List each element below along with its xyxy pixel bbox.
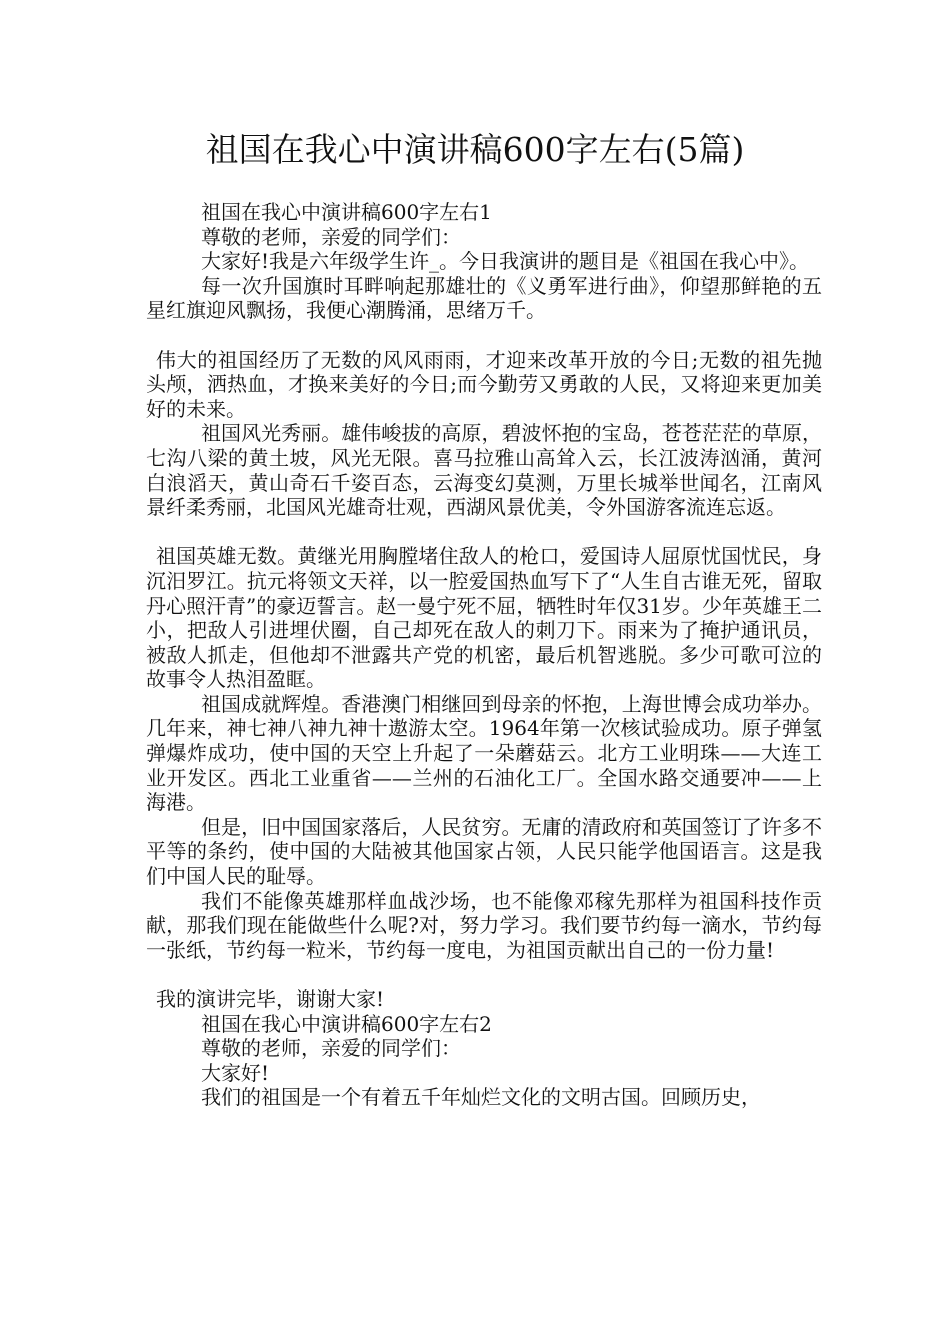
greeting: 大家好! xyxy=(201,1060,270,1085)
paragraph: 祖国英雄无数。黄继光用胸膛堵住敌人的枪口，爱国诗人屈原忧国忧民，身沉汨罗江。抗元将领文天祥，以一腔爱国热血写下了“人生自古谁无死，留取丹心照汗青”的豪迈誓言。赵一曼宁死不屈，牺牲时年仅31岁。少年英雄王二小，把敌人引进埋伏圈，自己却死在敌人的刺刀下。雨来为了掩护通讯员，被敌人抓走，但他却不泄露共产党的机密，最后机智逃脱。多少可歌可泣的故事令人热泪盈眶。 xyxy=(146,544,822,692)
section-heading-2: 祖国在我心中演讲稿600字左右2 xyxy=(201,1011,492,1036)
paragraph: 祖国成就辉煌。香港澳门相继回到母亲的怀抱，上海世博会成功举办。几年来，神七神八神九神十遨游太空。1964年第一次核试验成功。原子弹氢弹爆炸成功，使中国的天空上升起了一朵蘑菇云。北方工业明珠——大连工业开发区。西北工业重省——兰州的石油化工厂。全国水路交通要冲——上海港。 xyxy=(146,691,822,815)
salutation: 尊敬的老师，亲爱的同学们： xyxy=(201,224,461,249)
section-heading-1: 祖国在我心中演讲稿600字左右1 xyxy=(201,200,492,224)
closing-line: 我的演讲完毕，谢谢大家! xyxy=(156,987,385,1011)
paragraph: 每一次升国旗时耳畔响起那雄壮的《义勇军进行曲》，仰望那鲜艳的五星红旗迎风飘扬，我便心潮腾涌，思绪万千。 xyxy=(146,273,822,323)
paragraph: 我们不能像英雄那样血战沙场，也不能像邓稼先那样为祖国科技作贡献，那我们现在能做些什么呢?对，努力学习。我们要节约每一滴水，节约每一张纸，节约每一粒米，节约每一度电，为祖国贡献出自己的一份力量! xyxy=(146,888,822,962)
salutation: 尊敬的老师，亲爱的同学们： xyxy=(201,1036,461,1061)
paragraph: 我们的祖国是一个有着五千年灿烂文化的文明古国。回顾历史， xyxy=(201,1085,761,1110)
paragraph: 但是，旧中国国家落后，人民贫穷。无庸的清政府和英国签订了许多不平等的条约，使中国的大陆被其他国家占领，人民只能学他国语言。这是我们中国人民的耻辱。 xyxy=(146,814,822,889)
paragraph: 大家好!我是六年级学生许_。今日我演讲的题目是《祖国在我心中》。 xyxy=(201,249,810,274)
document-title: 祖国在我心中演讲稿600字左右(5篇) xyxy=(205,130,745,169)
paragraph: 祖国风光秀丽。雄伟峻拔的高原，碧波怀抱的宝岛，苍苍茫茫的草原，七沟八梁的黄土坡，风光无限。喜马拉雅山高耸入云，长江波涛汹涌，黄河白浪滔天，黄山奇石千姿百态，云海变幻莫测，万里长城举世闻名，江南风景纤柔秀丽，北国风光雄奇壮观，西湖风景优美，令外国游客流连忘返。 xyxy=(146,421,822,520)
document-body xyxy=(146,200,822,1110)
paragraph: 伟大的祖国经历了无数的风风雨雨，才迎来改革开放的今日;无数的祖先抛头颅，洒热血，才换来美好的今日;而今勤劳又勇敢的人民，又将迎来更加美好的未来。 xyxy=(146,347,822,421)
